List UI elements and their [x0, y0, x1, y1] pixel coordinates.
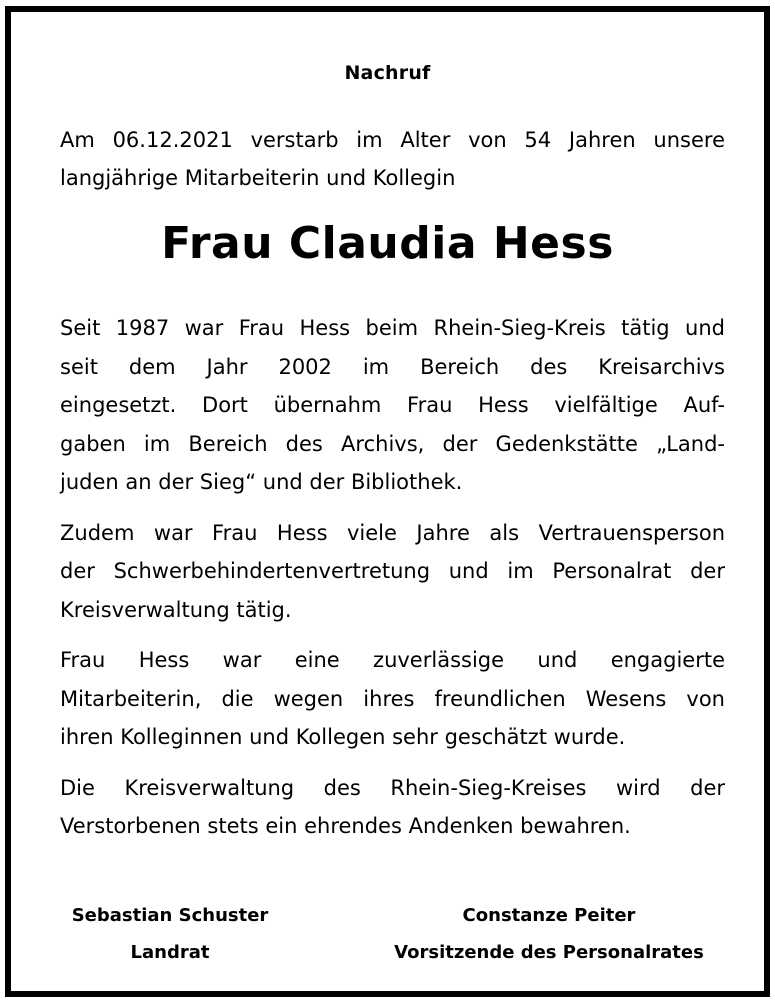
- signature-name: Sebastian Schuster: [71, 905, 269, 926]
- deceased-name: Frau Claudia Hess: [161, 218, 614, 269]
- notice-body: [60, 309, 725, 858]
- text-line: Zudem war Frau Hess viele Jahre als Vertrauensperson: [60, 520, 725, 545]
- text-line: juden an der Sieg“ und der Bibliothek.: [60, 470, 463, 494]
- paragraph-remembrance: [60, 769, 725, 846]
- text-line: Frau Hess war eine zuverlässige und engagierte: [60, 648, 725, 672]
- text-line: Die Kreisverwaltung des Rhein-Sieg-Kreises wird der: [60, 775, 725, 800]
- text-line: Mitarbeiterin, die wegen ihres freundlichen Wesens von: [60, 686, 725, 711]
- signature-title: Landrat: [130, 942, 210, 963]
- obituary-notice: [5, 6, 770, 997]
- text-line: Seit 1987 war Frau Hess beim Rhein-Sieg-Kreis tätig und: [60, 316, 725, 340]
- notice-heading: Nachruf: [344, 62, 431, 84]
- intro-text: [60, 121, 725, 197]
- intro-line-1: Am 06.12.2021 verstarb im Alter von 54 Jahren unsere: [60, 128, 725, 152]
- signature-landrat: [55, 897, 285, 971]
- text-line: der Schwerbehindertenvertretung und im Personalrat der: [60, 559, 725, 583]
- paragraph-appreciation: [60, 641, 725, 757]
- text-line: Kreisverwaltung tätig.: [60, 597, 292, 622]
- intro-line-2: langjährige Mitarbeiterin und Kollegin: [60, 166, 456, 190]
- text-line: Verstorbenen stets ein ehrendes Andenken bewahren.: [60, 814, 631, 838]
- signature-personalrat: [369, 897, 729, 971]
- paragraph-career: [60, 309, 725, 502]
- text-line: ihren Kolleginnen und Kollegen sehr geschätzt wurde.: [60, 725, 626, 749]
- text-line: eingesetzt. Dort übernahm Frau Hess vielfältige Auf-: [60, 393, 725, 417]
- signature-title: Vorsitzende des Personalrates: [394, 942, 704, 963]
- text-line: seit dem Jahr 2002 im Bereich des Kreisarchivs: [60, 354, 725, 379]
- text-line: gaben im Bereich des Archivs, der Gedenkstätte „Land-: [60, 431, 725, 456]
- paragraph-representation: [60, 514, 725, 630]
- signature-name: Constanze Peiter: [462, 905, 636, 926]
